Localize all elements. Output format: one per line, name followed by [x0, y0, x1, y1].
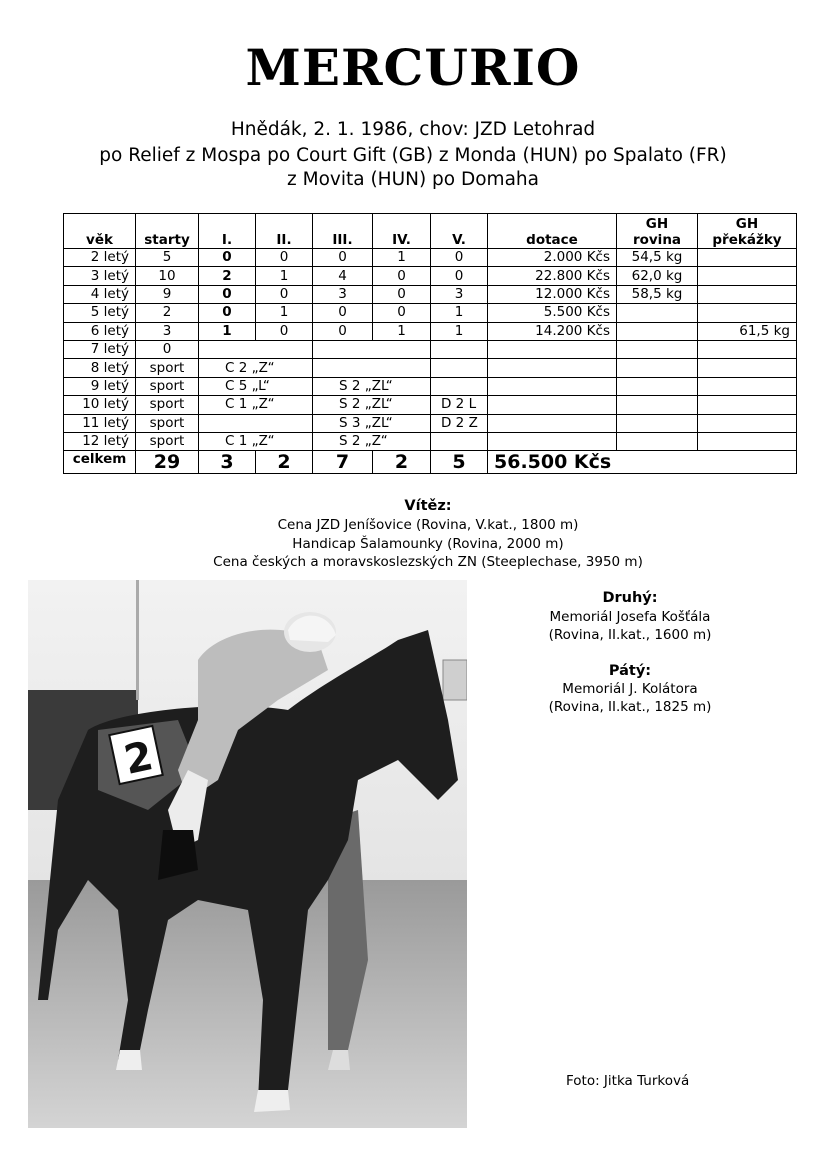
cell-third: 0	[313, 249, 373, 267]
horse-details: Hnědák, 2. 1. 1986, chov: JZD Letohrad	[230, 119, 596, 140]
cell-age: 4 letý	[64, 285, 136, 303]
cell-gh-jump	[698, 414, 797, 432]
table-row	[64, 304, 797, 322]
header-starts: starty	[136, 214, 199, 249]
cell-prize	[488, 414, 617, 432]
cell-gh-flat	[617, 396, 698, 414]
cell-fifth: 3	[431, 285, 488, 303]
horse-photo	[28, 580, 467, 1128]
cell-starts: sport	[136, 414, 199, 432]
cell-age: 7 letý	[64, 340, 136, 358]
saddle-number: 2	[120, 733, 158, 784]
pedigree-line-1: po Relief z Mospa po Court Gift (GB) z Monda (HUN) po Spalato (FR)	[99, 145, 727, 166]
cell-sport-class-s	[313, 359, 431, 377]
cell-starts: 0	[136, 340, 199, 358]
cell-starts: 9	[136, 285, 199, 303]
cell-first: 0	[199, 249, 256, 267]
cell-fifth: 0	[431, 267, 488, 285]
horse-name-title: MERCURIO	[245, 38, 581, 97]
cell-prize: 2.000 Kčs	[488, 249, 617, 267]
table-row	[64, 414, 797, 432]
cell-gh-jump	[698, 432, 797, 450]
cell-sport-class-c: C 1 „Z“	[199, 396, 313, 414]
table-row	[64, 432, 797, 450]
cell-third: 0	[313, 304, 373, 322]
cell-starts: 5	[136, 249, 199, 267]
cell-gh-flat	[617, 304, 698, 322]
winner-race-2: Handicap Šalamounky (Rovina, 2000 m)	[292, 536, 564, 552]
table-row	[64, 340, 797, 358]
fifth-heading: Pátý:	[608, 663, 652, 679]
cell-fourth: 1	[373, 322, 431, 340]
table-row	[64, 322, 797, 340]
cell-second: 0	[256, 322, 313, 340]
cell-gh-flat: 58,5 kg	[617, 285, 698, 303]
cell-third: 0	[313, 322, 373, 340]
cell-prize	[488, 340, 617, 358]
cell-gh-jump: 61,5 kg	[698, 322, 797, 340]
cell-prize	[488, 396, 617, 414]
cell-sport-class-c: C 1 „Z“	[199, 432, 313, 450]
cell-gh-flat	[617, 322, 698, 340]
total-first: 3	[199, 451, 256, 474]
cell-gh-jump	[698, 285, 797, 303]
cell-gh-flat	[617, 359, 698, 377]
cell-sport-class-s: S 3 „ZL“	[313, 414, 431, 432]
career-stats-table	[63, 213, 797, 474]
cell-sport-class-d	[431, 432, 488, 450]
cell-age: 11 letý	[64, 414, 136, 432]
cell-age: 6 letý	[64, 322, 136, 340]
header-second: II.	[256, 214, 313, 249]
cell-prize: 12.000 Kčs	[488, 285, 617, 303]
cell-age: 3 letý	[64, 267, 136, 285]
cell-gh-jump	[698, 359, 797, 377]
second-race: Memoriál Josefa Košťála	[549, 609, 711, 625]
cell-second: 1	[256, 267, 313, 285]
cell-gh-flat	[617, 340, 698, 358]
fifth-race-details: (Rovina, II.kat., 1825 m)	[548, 699, 712, 715]
cell-fourth: 0	[373, 285, 431, 303]
cell-second: 1	[256, 304, 313, 322]
table-row	[64, 285, 797, 303]
total-fourth: 2	[373, 451, 431, 474]
cell-age: 8 letý	[64, 359, 136, 377]
cell-fourth: 1	[373, 249, 431, 267]
table-row	[64, 359, 797, 377]
cell-prize: 5.500 Kčs	[488, 304, 617, 322]
cell-age: 12 letý	[64, 432, 136, 450]
cell-sport-class-c: C 2 „Z“	[199, 359, 313, 377]
total-prize: 56.500 Kčs	[488, 451, 797, 474]
header-third: III.	[313, 214, 373, 249]
cell-gh-jump	[698, 396, 797, 414]
header-gh-jump-top: GH	[735, 216, 759, 232]
cell-third: 3	[313, 285, 373, 303]
cell-second: 0	[256, 249, 313, 267]
cell-starts: 10	[136, 267, 199, 285]
header-gh-flat-top: GH	[645, 216, 669, 232]
table-header-row	[64, 214, 797, 249]
cell-starts: 3	[136, 322, 199, 340]
winner-race-1: Cena JZD Jeníšovice (Rovina, V.kat., 1800 m)	[277, 517, 579, 533]
total-starts: 29	[136, 451, 199, 474]
header-prize: dotace	[488, 214, 617, 249]
cell-gh-jump	[698, 377, 797, 395]
header-gh-flat	[617, 214, 698, 249]
cell-age: 9 letý	[64, 377, 136, 395]
cell-sport-class-s: S 2 „ZL“	[313, 396, 431, 414]
total-third: 7	[313, 451, 373, 474]
table-row	[64, 396, 797, 414]
cell-sport-class-s	[313, 340, 431, 358]
cell-sport-class-s: S 2 „ZL“	[313, 377, 431, 395]
cell-gh-jump	[698, 340, 797, 358]
cell-starts: sport	[136, 396, 199, 414]
header-age: věk	[64, 214, 136, 249]
cell-starts: sport	[136, 377, 199, 395]
cell-fifth: 1	[431, 304, 488, 322]
cell-starts: sport	[136, 432, 199, 450]
cell-starts: sport	[136, 359, 199, 377]
cell-sport-class-d	[431, 359, 488, 377]
cell-sport-class-s: S 2 „Z“	[313, 432, 431, 450]
cell-prize	[488, 377, 617, 395]
total-second: 2	[256, 451, 313, 474]
cell-age: 5 letý	[64, 304, 136, 322]
cell-first: 1	[199, 322, 256, 340]
cell-gh-jump	[698, 304, 797, 322]
total-label: celkem	[64, 451, 136, 474]
cell-fourth: 0	[373, 304, 431, 322]
photo-credit: Foto: Jitka Turková	[566, 1073, 690, 1089]
cell-prize	[488, 432, 617, 450]
header-gh-flat-bottom: rovina	[632, 232, 682, 248]
cell-gh-flat	[617, 414, 698, 432]
cell-gh-jump	[698, 249, 797, 267]
second-race-details: (Rovina, II.kat., 1600 m)	[548, 627, 712, 643]
cell-gh-flat: 54,5 kg	[617, 249, 698, 267]
cell-prize	[488, 359, 617, 377]
cell-gh-flat: 62,0 kg	[617, 267, 698, 285]
pedigree-line-2: z Movita (HUN) po Domaha	[287, 169, 539, 190]
cell-prize: 14.200 Kčs	[488, 322, 617, 340]
winner-race-3: Cena českých a moravskoslezských ZN (Steeplechase, 3950 m)	[213, 554, 643, 570]
header-fifth: V.	[431, 214, 488, 249]
cell-sport-class-c	[199, 414, 313, 432]
cell-fifth: 1	[431, 322, 488, 340]
cell-second: 0	[256, 285, 313, 303]
table-row	[64, 377, 797, 395]
second-heading: Druhý:	[602, 590, 658, 606]
cell-gh-flat	[617, 432, 698, 450]
winner-heading: Vítěz:	[404, 498, 452, 514]
header-fourth: IV.	[373, 214, 431, 249]
cell-fourth: 0	[373, 267, 431, 285]
cell-first: 2	[199, 267, 256, 285]
fifth-race: Memoriál J. Kolátora	[562, 681, 698, 697]
cell-gh-flat	[617, 377, 698, 395]
cell-starts: 2	[136, 304, 199, 322]
table-row	[64, 249, 797, 267]
header-gh-jump	[698, 214, 797, 249]
total-fifth: 5	[431, 451, 488, 474]
header-gh-jump-bottom: překážky	[712, 232, 782, 248]
cell-sport-class-d: D 2 L	[431, 396, 488, 414]
cell-sport-class-d: D 2 Z	[431, 414, 488, 432]
table-row	[64, 267, 797, 285]
cell-first: 0	[199, 304, 256, 322]
total-row	[64, 451, 797, 474]
cell-sport-class-c: C 5 „L“	[199, 377, 313, 395]
cell-sport-class-c	[199, 340, 313, 358]
header-first: I.	[199, 214, 256, 249]
cell-sport-class-d	[431, 377, 488, 395]
cell-age: 2 letý	[64, 249, 136, 267]
cell-third: 4	[313, 267, 373, 285]
cell-first: 0	[199, 285, 256, 303]
cell-sport-class-d	[431, 340, 488, 358]
cell-prize: 22.800 Kčs	[488, 267, 617, 285]
cell-gh-jump	[698, 267, 797, 285]
cell-fifth: 0	[431, 249, 488, 267]
cell-age: 10 letý	[64, 396, 136, 414]
